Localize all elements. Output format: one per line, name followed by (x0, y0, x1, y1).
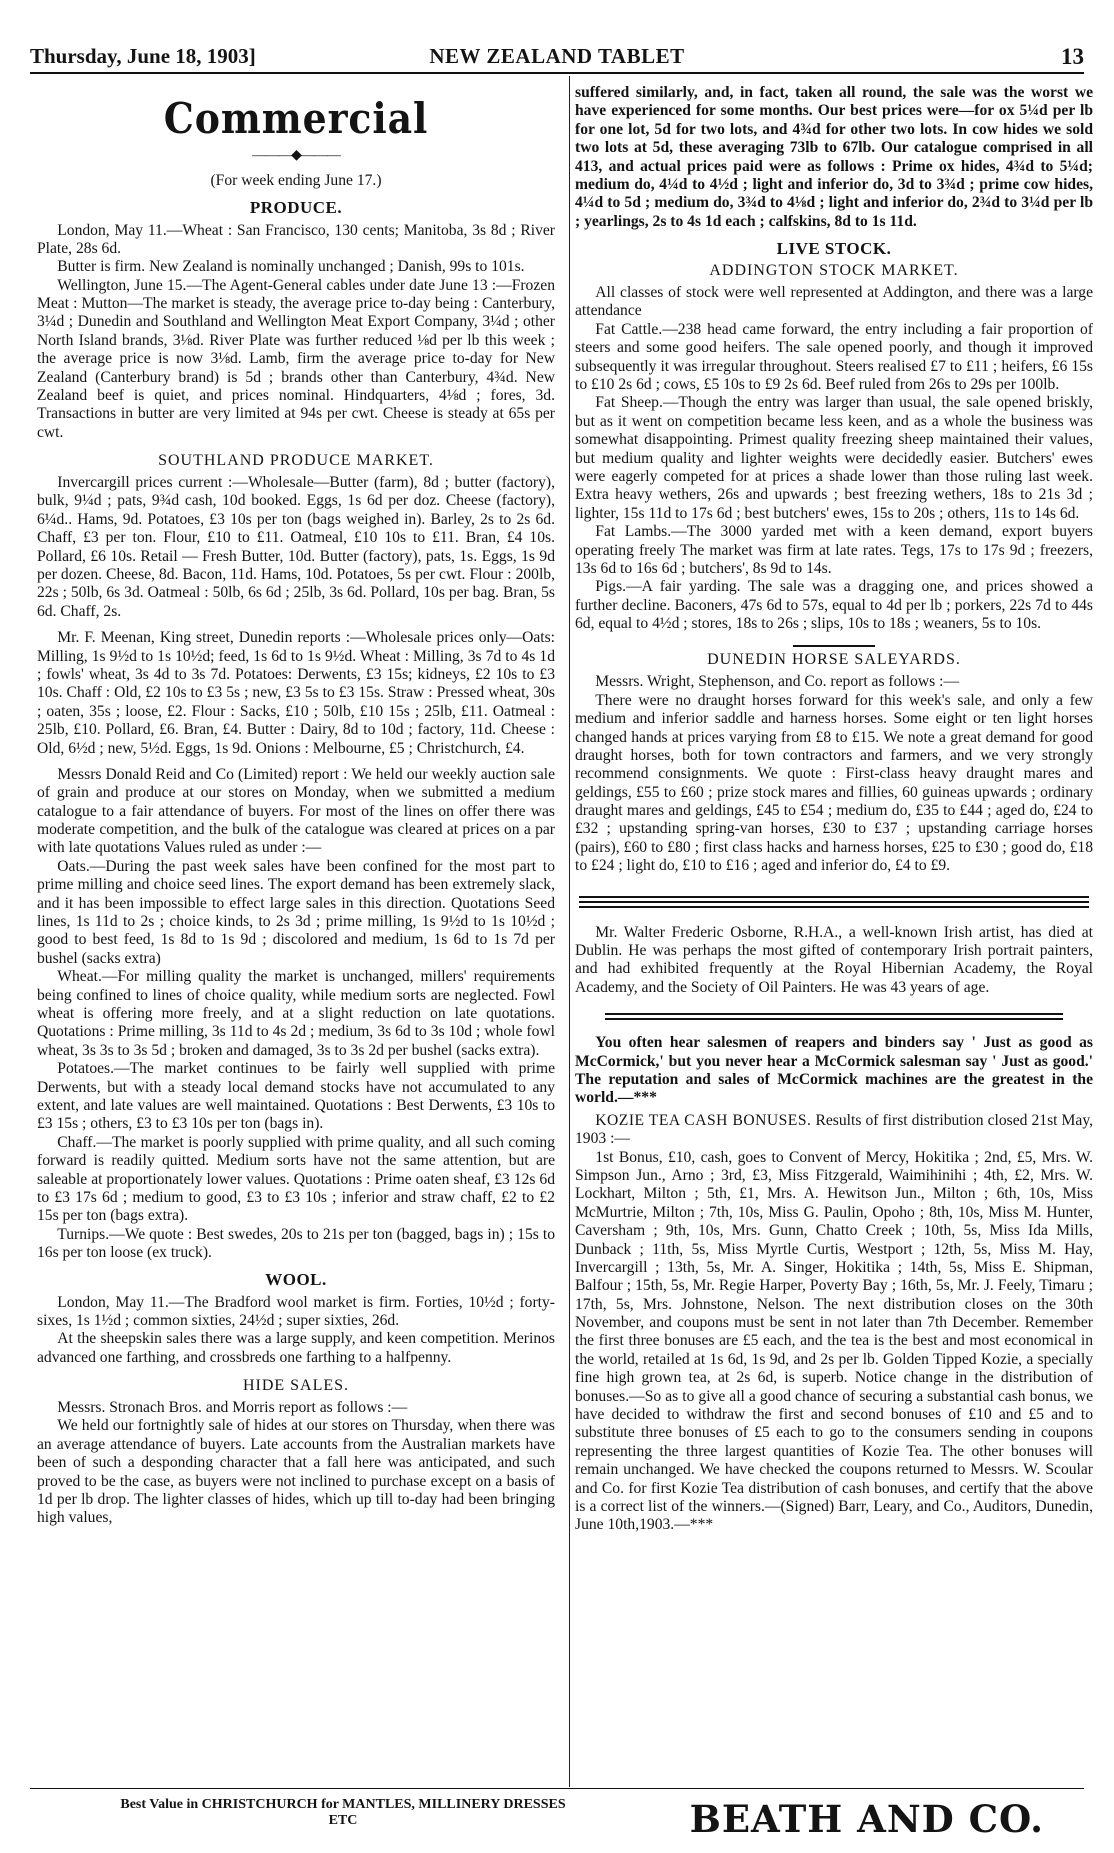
mccormick-advert: You often hear salesmen of reapers and binders say ' Just as good as McCormick,' but you never hear a McCormick salesman say ' Just as good.' The reputation and sales of McCormick machines are the greatest in the world.—*** (575, 1034, 1093, 1107)
page-footer (30, 1795, 1084, 1845)
right-column (575, 84, 1093, 1784)
header-rule (30, 72, 1084, 74)
produce-paragraph: Butter is firm. New Zealand is nominally unchanged ; Danish, 99s to 101s. (57, 258, 525, 276)
southland-paragraph: Invercargill prices current :—Wholesale—Butter (farm), 8d ; butter (factory), bulk, 9¼d ; pats, 9¾d cash, 10d booked. Eggs, 1s 6d per doz. Cheese (factory), 6¼d.. Hams, 9d. Potatoes, £3 10s per ton (bags weighed in). Barley, 2s to 2s 6d. Chaff, £3 per ton. Flour, £10 to £11. Oatmeal, £10 10s to £11. Bran, £4 10s. Pollard, £6 10s. Retail — Fresh Butter, 10d. Butter (factory), pats, 1s. Eggs, 1s 9d per dozen. Cheese, 8d. Bacon, 11d. Hams, 10d. Potatoes, 5s per cwt. Flour : 200lb, 22s ; 50lb, 6s 3d. Oatmeal : 50lb, 6s 6d ; 25lb, 3s 6d. Pollard, 10s per bag. Bran, 5s 6d. Chaff, 2s. (37, 474, 555, 620)
osborne-notice: Mr. Walter Frederic Osborne, R.H.A., a well-known Irish artist, has died at Dublin. He was perhaps the most gifted of contemporary Irish portrait painters, and had exhibited frequently at the Royal Hibernian Academy, the Royal Academy, and the Society of Oil Painters. He was 43 years of age. (575, 923, 1093, 996)
southland-paragraph: Wheat.—For milling quality the market is unchanged, millers' requirements being confined to lines of choice quality, while medium sorts are neglected. Fowl wheat is offering more freely, and at a slight reduction on late quotations. Quotations : Prime milling, 3s 11d to 4s 2d ; medium, 3s 6d to 3s 10d ; whole fowl wheat, 3s 3s to 3s 5d ; broken and damaged, 3s to 3s 2d per bushel (sacks extra). (37, 968, 555, 1059)
kozie-paragraph: 1st Bonus, £10, cash, goes to Convent of Mercy, Hokitika ; 2nd, £5, Mrs. W. Simpson Jun., Arno ; 3rd, £3, Miss Fitzgerald, Waimihinihi ; 4th, £2, Mrs. W. Lockhart, Milton ; 5th, £1, Mrs. A. Hewitson Jun., Milton ; 6th, 10s, Miss McMurtrie, Milton ; 7th, 10s, Miss G. Paulin, Opoho ; 8th, 10s, Miss M. Hunter, Caversham ; 9th, 10s, Mrs. Gunn, Chatto Creek ; 10th, 5s, Miss Ida Mills, Dunback ; 11th, 5s, Miss Myrtle Curtis, Westport ; 12th, 5s, Miss M. Hay, Invercargill ; 13th, 5s, Mr. A. Singer, Hokitika ; 14th, 5s, Miss E. Shipman, Balfour ; 15th, 5s, Mr. Regie Harper, Poverty Bay ; 16th, 5s, Mr. J. Feely, Timaru ; 17th, 5s, Mrs. Johnstone, Nelson. The next distribution closes on the 30th November, and coupons must be sent in not later than 7th December. Remember the first three bonuses are £5 each, and the tea is the best and most economical in the world, retailed at 1s 6d, 1s 9d, and 2s per lb. Golden Tipped Kozie, a specially fine high grown tea, at 2s 6d, is superb. Notice change in the distribution of bonuses.—So as to give all a good chance of securing a substantial cash bonus, we have decided to withdraw the first and second bonuses of £10 and £5 and to substitute three bonuses of £5 each to go to the consumers sending in coupons representing the three largest quantities of Kozie Tea. The other bonuses will remain unchanged. We have checked the coupons returned to Messrs. W. Scoular and Co. for first Kozie Tea distribution of cash bonuses, and certify that the above is a correct list of the winners.—(Signed) Barr, Leary, and Co., Auditors, Dunedin, June 10th,1903.—*** (575, 1148, 1093, 1534)
section-title: Commercial (163, 94, 429, 143)
hide-sales-heading: HIDE SALES. (242, 1377, 350, 1395)
section-rule (793, 645, 875, 647)
footer-advert-right: BEATH AND CO. (689, 1797, 1044, 1841)
hide-sales-paragraph: We held our fortnightly sale of hides at our stores on Thursday, when there was an average attendance of buyers. Late accounts from the Australian markets have been of such a desponding character that a fall here was anticipated, and such proved to be the case, as buyers were not inclined to purchase except on a basis of 1d per lb drop. The lighter classes of hides, which up till to-day had been bringing high values, (37, 1417, 555, 1527)
horse-saleyards-heading: DUNEDIN HORSE SALEYARDS. (707, 651, 961, 669)
southland-heading: SOUTHLAND PRODUCE MARKET. (158, 452, 434, 470)
produce-paragraph: Wellington, June 15.—The Agent-General cables under date June 13 :—Frozen Meat : Mutton—The market is steady, the average price to-day being : Canterbury, 3¼d ; Dunedin and Southland and Wellington Meat Export Company, 3¼d ; other North Island brands, 3⅛d. River Plate was further reduced ⅛d per lb this week ; the average price is now 3⅛d. Lamb, firm the average price to-day for New Zealand (Canterbury brand) is 5d ; brands other than Canterbury, 4¾d. New Zealand beef is quiet, and prices nominal. Hindquarters, 4⅛d ; fores, 3d. Transactions in butter are very limited at 94s per cwt. Cheese is steady at 65s per cwt. (37, 276, 555, 441)
horse-paragraph: There were no draught horses forward for this week's sale, and only a few medium and inferior saddle and harness horses. Some eight or ten light horses changed hands at prices varying from £8 to £15. We note a great demand for good draught horses, both for town contractors and farmers, and we very strongly recommend consignments. We quote : First-class heavy draught mares and geldings, £55 to £60 ; prize stock mares and fillies, 60 guineas upwards ; ordinary draught mares and geldings, £45 to £54 ; medium do, £35 to £44 ; aged do, £24 to £32 ; upstanding spring-van horses, £30 to £37 ; upstanding carriage horses (pairs), £60 to £80 ; first class hacks and harness horses, £25 to £30 ; good do, £18 to £24 ; light do, £10 to £16 ; aged and inferior do, £4 to £9. (575, 691, 1093, 875)
southland-paragraph: Chaff.—The market is poorly supplied with prime quality, and all such coming forward is readily quitted. Medium sorts have not the same attention, but are saleable at proportionately lower values. Quotations : Prime oaten sheaf, £3 12s 6d to £3 17s 6d ; medium to good, £3 to £3 10s ; inferior and straw chaff, £2 to £2 15s per ton (bags extra). (37, 1133, 555, 1225)
column-divider (569, 76, 570, 1787)
southland-paragraph: Oats.—During the past week sales have been confined for the most part to prime milling and choice seed lines. The export demand has been extremely slack, and it has been impossible to effect large sales in this direction. Quotations Seed lines, 1s 11d to 2s ; choice kinds, to 2s 3d ; prime milling, 1s 9½d to 1s 10½d ; good to best feed, 1s 8d to 1s 9d ; discolored and medium, 1s 6d to 1s 7d per bushel (sacks extra) (37, 857, 555, 967)
page-header (30, 44, 1084, 74)
kozie-intro-text: Results of first distribution closed 21st May, 1903 :— (575, 1111, 1093, 1148)
livestock-paragraph: Fat Lambs.—The 3000 yarded met with a keen demand, export buyers operating freely The market was firm at late rates. Tegs, 17s to 17s 9d ; freezers, 13s 6d to 16s 6d ; butchers', 8s 9d to 14s. (575, 523, 1093, 577)
produce-paragraph: London, May 11.—Wheat : San Francisco, 130 cents; Manitoba, 3s 8d ; River Plate, 28s 6d. (37, 221, 555, 257)
publication-title: NEW ZEALAND TABLET (429, 44, 685, 68)
section-subtitle: (For week ending June 17.) (210, 172, 382, 190)
issue-date: Thursday, June 18, 1903] (30, 44, 256, 68)
footer-rule (30, 1788, 1084, 1789)
southland-paragraph: Messrs Donald Reid and Co (Limited) report : We held our weekly auction sale of grain and produce at our stores on Monday, when we submitted a medium catalogue to a fair attendance of buyers. For most of the lines on offer there was moderate competition, and the bulk of the catalogue was cleared at prices on a par with late quotations Values ruled as under :— (37, 765, 555, 857)
kozie-intro (575, 1112, 1093, 1149)
addington-heading: ADDINGTON STOCK MARKET. (709, 262, 959, 280)
double-rule (605, 1013, 1063, 1020)
kozie-heading: KOZIE TEA CASH BONUSES. (595, 1111, 812, 1129)
double-rule (579, 896, 1089, 908)
title-ornament: ———◆——— (252, 147, 340, 163)
left-column (37, 84, 555, 1784)
wool-paragraph: London, May 11.—The Bradford wool market is firm. Forties, 10½d ; forty-sixes, 1s 1½d ; common sixties, 24½d ; super sixties, 26d. (37, 1293, 555, 1329)
horse-paragraph: Messrs. Wright, Stephenson, and Co. report as follows :— (595, 673, 960, 691)
footer-advert-left: Best Value in CHRISTCHURCH for MANTLES, MILLINERY DRESSES ETC (120, 1797, 566, 1829)
hide-sales-continued: suffered similarly, and, in fact, taken all round, the sale was the worst we have experienced for some months. Our best prices were—for ox 5¼d per lb for one lot, 5d for two lots, and 4¾d for other two lots. In cow hides we sold two lots at 5d, these averaging 73lb to 67lb. Our catalogue comprised in all 413, and actual prices paid were as follows : Prime ox hides, 4¾d to 5¼d; medium do, 4¼d to 4½d ; light and inferior do, 3d to 3¾d ; prime cow hides, 4¼d to 5d ; medium do, 3¾d to 4⅛d ; light and inferior do, 2¾d to 3¼d per lb ; yearlings, 2s to 4s 1d each ; calfskins, 8d to 1s 11d. (575, 84, 1093, 230)
hide-sales-paragraph: Messrs. Stronach Bros. and Morris report as follows :— (57, 1398, 408, 1416)
livestock-paragraph: Pigs.—A fair yarding. The sale was a dragging one, and prices showed a further decline. Baconers, 47s 6d to 57s, equal to 4d per lb ; porkers, 22s 7d to 44s 6d, equal to 4½d ; stores, 18s to 26s ; slips, 10s to 18s ; weaners, 5s to 10s. (575, 578, 1093, 633)
wool-heading: WOOL. (265, 1270, 327, 1290)
livestock-paragraph: Fat Sheep.—Though the entry was larger than usual, the sale opened briskly, but as it went on competition became less keen, and as a whole the business was somewhat disappointing. Primest quality freezing sheep maintained their values, but medium quality and lighter weights were decidedly easier. Butchers' ewes were eagerly competed for at prices a shade lower than those ruling last week. Extra heavy wethers, 26s and upwards ; best freezing wethers, 18s to 21s 3d ; lighter, 15s 11d to 17s 6d ; best butchers' ewes, 15s to 20s ; others, 11s to 14s 6d. (575, 394, 1093, 522)
wool-paragraph: At the sheepskin sales there was a large supply, and keen competition. Merinos advanced one farthing, and crossbreds one farthing to a halfpenny. (37, 1330, 555, 1366)
page-number: 13 (1061, 44, 1084, 69)
live-stock-heading: LIVE STOCK. (776, 239, 892, 259)
southland-paragraph: Turnips.—We quote : Best swedes, 20s to 21s per ton (bagged, bags in) ; 15s to 16s per ton loose (ex truck). (37, 1225, 555, 1262)
livestock-paragraph: Fat Cattle.—238 head came forward, the entry including a fair proportion of steers and some good heifers. The sale opened poorly, and though it improved subsequently it was irregular throughout. Steers realised £7 to £11 ; heifers, £6 15s to £10 2s 6d ; cows, £5 10s to £9 2s 6d. Beef ruled from 26s to 29s per 100lb. (575, 320, 1093, 393)
produce-heading: PRODUCE. (249, 198, 343, 218)
southland-paragraph: Mr. F. Meenan, King street, Dunedin reports :—Wholesale prices only—Oats: Milling, 1s 9½d to 1s 10½d; feed, 1s 6d to 1s 9½d. Wheat : Milling, 3s 7d to 4s 1d ; fowls' wheat, 3s 4d to 3s 7d. Potatoes: Derwents, £3 15s; kidneys, £2 10s to £3 10s. Chaff : Old, £2 10s to £3 5s ; new, £3 5s to £3 15s. Straw : Pressed wheat, 30s ; oaten, 35s ; loose, £2. Flour : Sacks, £10 ; 50lb, £10 15s ; 25lb, £11. Oatmeal : 25lb, £10. Pollard, £6. Bran, £4. Butter : Dairy, 8d to 10d ; factory, 11d. Cheese : Old, 6½d ; new, 5½d. Eggs, 1s 9d. Onions : Melbourne, £5 ; Christchurch, £4. (37, 629, 555, 757)
southland-paragraph: Potatoes.—The market continues to be fairly well supplied with prime Derwents, but with a steady local demand stocks have not accumulated to any extent, and late values are well maintained. Quotations : Best Derwents, £3 10s to £3 15s ; others, £3 to £3 10s per ton (bags in). (37, 1060, 555, 1133)
livestock-paragraph: All classes of stock were well represented at Addington, and there was a large attendance (575, 284, 1093, 320)
